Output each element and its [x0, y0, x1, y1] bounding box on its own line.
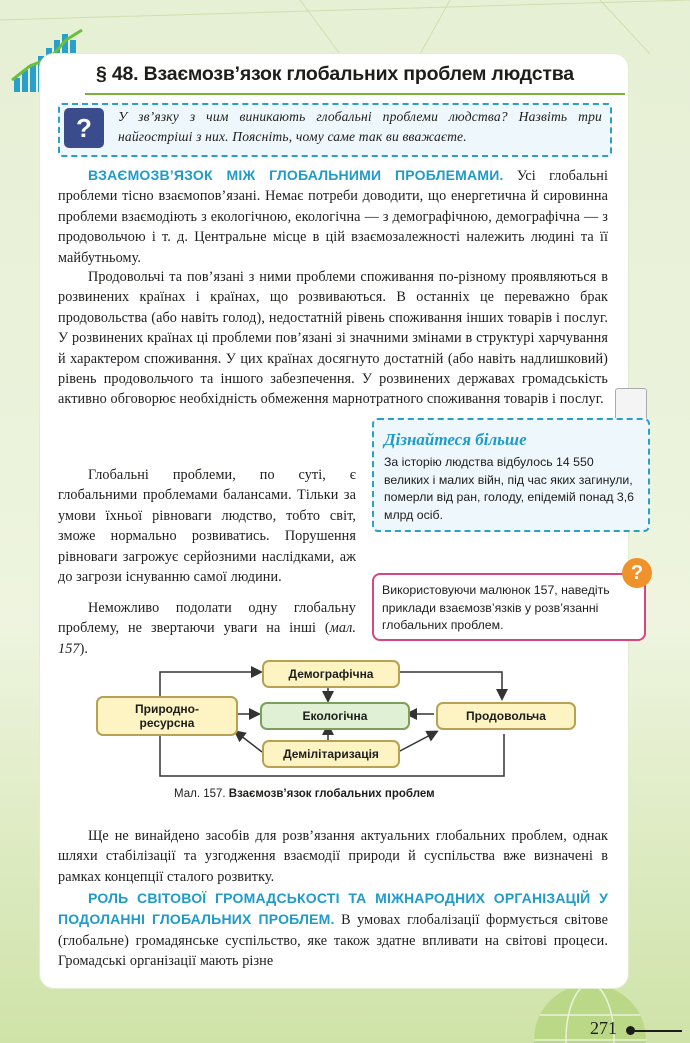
paragraph-3-text: Глобальні проблеми, по суті, є глобальними проблемами балансами. Тільки за умови їхньої рівноваги людство, тобто світ, зможе нормально розвиватись. Порушення рівноваги загрожує серйозними наслідками, аж до загрози існуванню самої людини.: [58, 467, 356, 586]
paragraph-6: [58, 888, 608, 972]
caption-title: Взаємозв’язок глобальних проблем: [228, 788, 435, 800]
learn-more-title: Дізнайтеся більше: [384, 430, 527, 449]
paragraph-4-text-b: ).: [79, 640, 89, 657]
title-underline: [85, 93, 625, 95]
paragraph-1-text: Усі глобальні проблеми тісно взаємопов’язані. Немає потреби доводити, що енергетична й сировинна проблеми взаємодіють з екологічною, екологічна — з демографічною, демографічна — з продовольчою і т. д. Центральне місце в цій взаємозалежності належить людині та її майбутньому.: [58, 168, 608, 266]
learn-more-text: За історію людства відбулось 14 550 великих і малих війн, під час яких загинули, померли від ран, голоду, епідемій понад 3,6 млрд осіб.: [384, 455, 634, 522]
paragraph-2: [58, 267, 608, 410]
figure-reference: мал. 157: [58, 620, 356, 657]
diagram-node-food: Продовольча: [436, 702, 576, 730]
diagram-node-demilitarization: Демілітаризація: [262, 740, 400, 768]
paragraph-3: [58, 465, 356, 587]
paragraph-5: [58, 826, 608, 887]
page-title: § 48. Взаємозв’язок глобальних проблем людства: [96, 63, 574, 85]
paragraph-6-text: В умовах глобалізації формується світове (глобальне) громадянське суспільство, яке також здатне впливати на світові процеси. Громадські організації мають різне: [58, 912, 609, 970]
diagram-node-natural-resource: [96, 696, 238, 736]
page-number: 271: [590, 1018, 617, 1038]
question-book-icon: ?: [64, 108, 104, 148]
diagram-node-natural-resource-label: Природно-ресурсна: [134, 702, 200, 730]
task-text: Використовуючи малюнок 157, наведіть приклади взаємозв’язків у розв’язанні глобальних проблем.: [382, 583, 610, 632]
paragraph-1: [58, 165, 608, 268]
paragraph-2-text: Продовольчі та пов’язані з ними проблеми споживання по-різному проявляються в розвинених країнах і країнах, що розвиваються. В останніх це переважно брак продовольства (або навіть голод), недостатній рівень споживання інших товарів і послуг. У розвинених країнах ці проблеми пов’язані зі значними змінами в структурі харчування й характером споживання. У цих країнах досягнуто достатній (або навіть надлишковий) рівень продовольчого та іншого забезпечення. У розвинених державах громадськість активно обговорює необхідність обмеження марнотратного споживання товарів і послуг.: [58, 269, 608, 408]
question-mark-icon: ?: [622, 558, 652, 588]
section-heading-1: ВЗАЄМОЗВ’ЯЗОК МІЖ ГЛОБАЛЬНИМИ ПРОБЛЕМАМИ.: [88, 167, 504, 183]
paragraph-5-text: Ще не винайдено засобів для розв’язання актуальних глобальних проблем, однак шляхи стабілізації та узгодження взаємодії природи й суспільства вже визначені в рамках концепції сталого розвитку.: [58, 828, 608, 885]
diagram-node-demographic: Демографічна: [262, 660, 400, 688]
section-heading-2: РОЛЬ СВІТОВОЇ ГРОМАДСЬКОСТІ ТА МІЖНАРОДНИХ ОРГАНІЗАЦІЙ У ПОДОЛАННІ ГЛОБАЛЬНИХ ПРОБЛЕМ.: [58, 890, 608, 928]
paragraph-4-text-a: Неможливо подолати одну глобальну проблему, не звертаючи уваги на інші (: [58, 600, 356, 637]
page-number-line: [632, 1030, 682, 1032]
paragraph-4: [58, 598, 356, 659]
question-text: У зв’язку з чим виникають глобальні проблеми людства? Назвіть три найгостріші з них. Поясніть, чому саме так ви вважаєте.: [118, 109, 602, 144]
caption-prefix: Мал. 157.: [174, 788, 226, 800]
figure-caption: [174, 788, 435, 800]
diagram-node-ecological: Екологічна: [260, 702, 410, 730]
